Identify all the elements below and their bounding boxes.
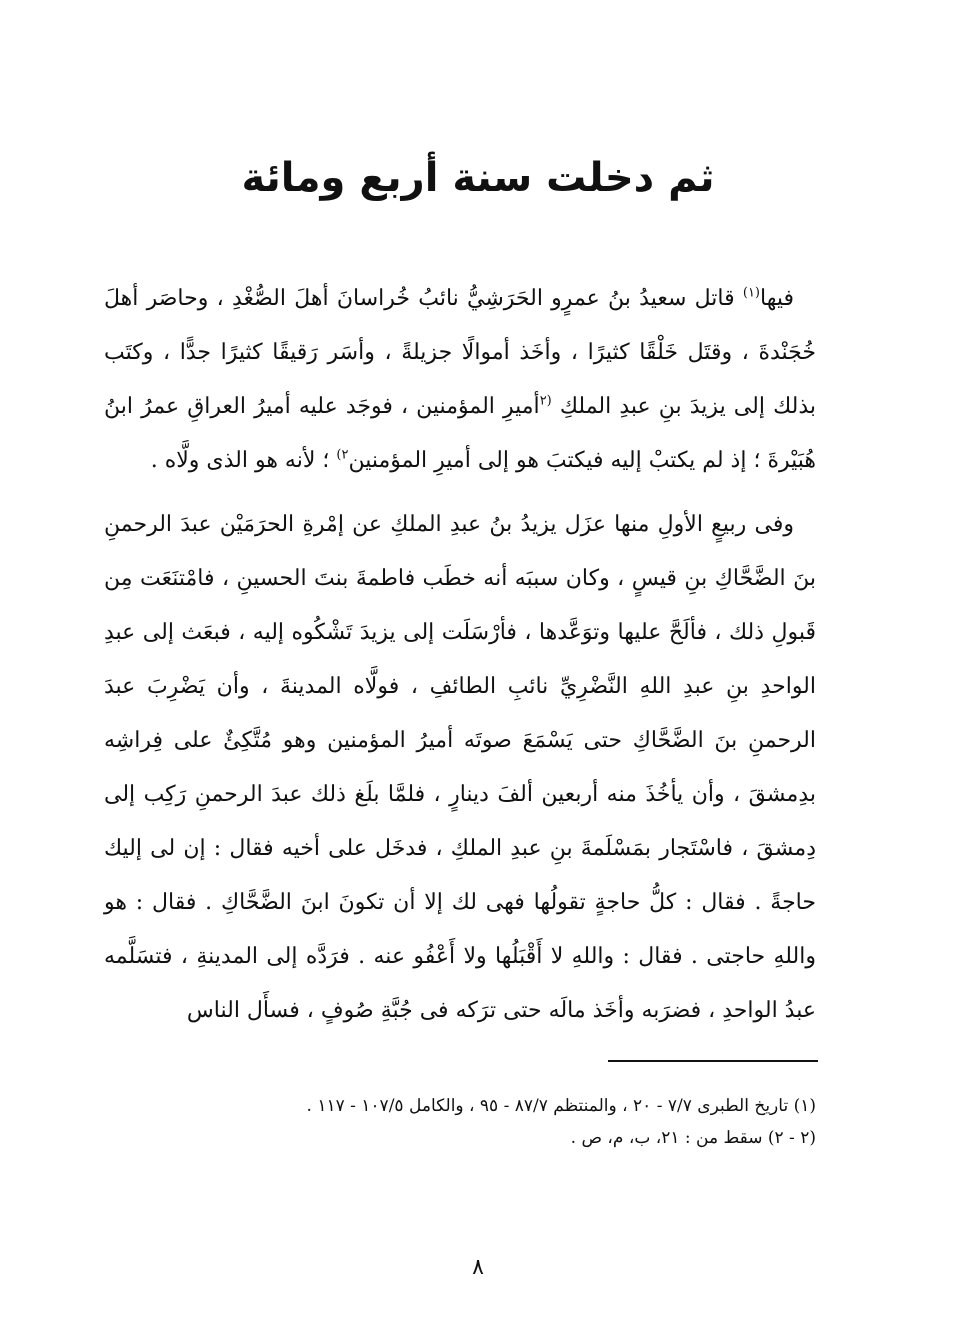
footnote-marker-2-end: ٢) [336, 447, 349, 463]
paragraph-1-ending: ؛ لأنه هو الذى ولَّاه . [150, 448, 337, 473]
paragraph-1-opening: فيها [760, 286, 794, 311]
paragraph-1 [104, 272, 816, 488]
paragraph-1-text-continued: أميرِ المؤمنين ، فوجَد عليه أميرُ العراقِ عمرُ ابنُ هُبَيْرةَ ؛ إذ لم يكتبْ إليه فيكتبَ هو إلى أميرِ المؤمنين [104, 394, 816, 473]
footnote-1: (١) تاريخ الطبرى ٧/٧ - ٢٠ ، والمنتظم ٨٧/٧ - ٩٥ ، والكامل ١٠٧/٥ - ١١٧ . [306, 1096, 816, 1116]
footnote-2: (٢ - ٢) سقط من : ٢١، ب، م، ص . [570, 1128, 816, 1148]
paragraph-2: وفى ربيعٍ الأولِ منها عزَل يزيدُ بنُ عبدِ الملكِ عن إمْرةِ الحرَمَيْن عبدَ الرحمنِ بنَ الضَّحَّاكِ بنِ قيسٍ ، وكان سببَه أنه خطَب فاطمةَ بنتَ الحسينِ ، فامْتنَعَت مِن قَبولِ ذلك ، فألَحَّ عليها وتوَعَّدها ، فأرْسَلَت إلى يزيدَ تَشْكُوه إليه ، فبعَث إلى عبدِ الواحدِ بنِ عبدِ اللهِ النَّضْرِيِّ نائبِ الطائفِ ، فولَّاه المدينةَ ، وأن يَضْرِبَ عبدَ الرحمنِ بنَ الضَّحَّاكِ حتى يَسْمَعَ صوتَه أميرُ المؤمنين وهو مُتَّكِئٌ على فِراشِه بدِمشقَ ، وأن يأخُذَ منه أربعين ألفَ دينارٍ ، فلمَّا بلَغ ذلك عبدَ الرحمنِ رَكِب إلى دِمشقَ ، فاسْتَجار بمَسْلَمةَ بنِ عبدِ الملكِ ، فدخَل على أخيه فقال : إن لى إليك حاجةً . فقال : كلُّ حاجةٍ تقولُها فهى لك إلا أن تكونَ ابنَ الضَّحَّاكِ . فقال : هو واللهِ حاجتى . فقال : واللهِ لا أَقْبَلُها ولا أَعْفُو عنه . فرَدَّه إلى المدينةِ ، فتسَلَّمه عبدُ الواحدِ ، فضرَبه وأخَذ مالَه حتى ترَكه فى جُبَّةِ صُوفٍ ، فسأَل الناس [104, 512, 816, 1023]
footnotes [104, 1090, 816, 1154]
footnote-separator [608, 1060, 818, 1062]
body-text [104, 272, 816, 1048]
footnote-marker-1: (١) [742, 285, 760, 301]
chapter-title: ثم دخلت سنة أربع ومائة [241, 155, 715, 201]
footnote-marker-2-start: (٢ [539, 393, 552, 409]
page-number: ٨ [472, 1255, 484, 1280]
paragraph-1-text: قاتل سعيدُ بنُ عمرٍو الحَرَشِيُّ نائبُ خُراسانَ أهلَ الصُّغْدِ ، وحاصَر أهلَ خُجَنْدةَ ، وقتَل خَلْقًا كثيرًا ، وأخَذ أموالًا جزيلةً ، وأسَر رَقيقًا كثيرًا جدًّا ، وكتَب بذلك إلى يزيدَ بنِ عبدِ الملكِ [104, 286, 816, 419]
